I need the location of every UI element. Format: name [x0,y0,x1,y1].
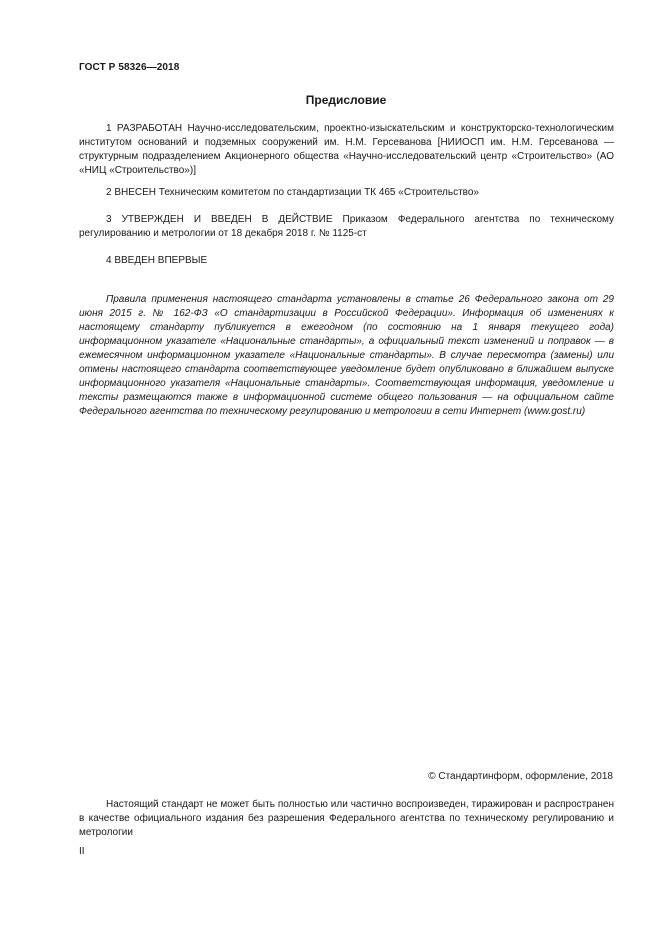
page-title: Предисловие [305,93,387,107]
reproduction-notice: Настоящий стандарт не может быть полностью или частично воспроизведен, тиражирован и распространен в качестве официального издания без разрешения Федерального агентства по техническому регулированию и метрологии [79,799,614,838]
copyright-line: © Стандартинформ, оформление, 2018 [428,771,613,782]
page-number: II [79,846,85,857]
item-approved: 3 УТВЕРЖДЕН И ВВЕДЕН В ДЕЙСТВИЕ Приказом Федерального агентства по техническому регулированию и метрологии от 18 декабря 2018 г. № 1125-ст [79,214,614,239]
item-introduced: 2 ВНЕСЕН Техническим комитетом по стандартизации ТК 465 «Строительство» [106,187,479,198]
item-developed: 1 РАЗРАБОТАН Научно-исследовательским, проектно-изыскательским и конструкторско-технологическим институтом оснований и подземных сооружений им. Н.М. Герсеванова [НИИОСП им. Н.М. Герсеванова — структурным подразделением Акционерного общества «Научно-исследовательский центр «Строительство» (АО «НИЦ «Строительство»)] [79,123,614,176]
notice-paragraph: Правила применения настоящего стандарта установлены в статье 26 Федерального закона от 29 июня 2015 г. № 162-ФЗ «О стандартизации в Российской Федерации». Информация об изменениях к настоящему стандарту публикуется в ежегодном (по состоянию на 1 января текущего года) информационном указателе «Национальные стандарты», а официальный текст изменений и поправок — в ежемесячном информационном указателе «Национальные стандарты». В случае пересмотра (замены) или отмены настоящего стандарта соответствующее уведомление будет опубликовано в ближайшем выпуске информационного указателя «Национальные стандарты». Соответствующая информация, уведомление и тексты размещаются также в информационной системе общего пользования — на официальном сайте Федерального агентства по техническому регулированию и метрологии в сети Интернет (www.gost.ru) [79,294,614,417]
standard-designation: ГОСТ Р 58326—2018 [79,62,180,73]
item-first-introduced: 4 ВВЕДЕН ВПЕРВЫЕ [106,255,208,266]
